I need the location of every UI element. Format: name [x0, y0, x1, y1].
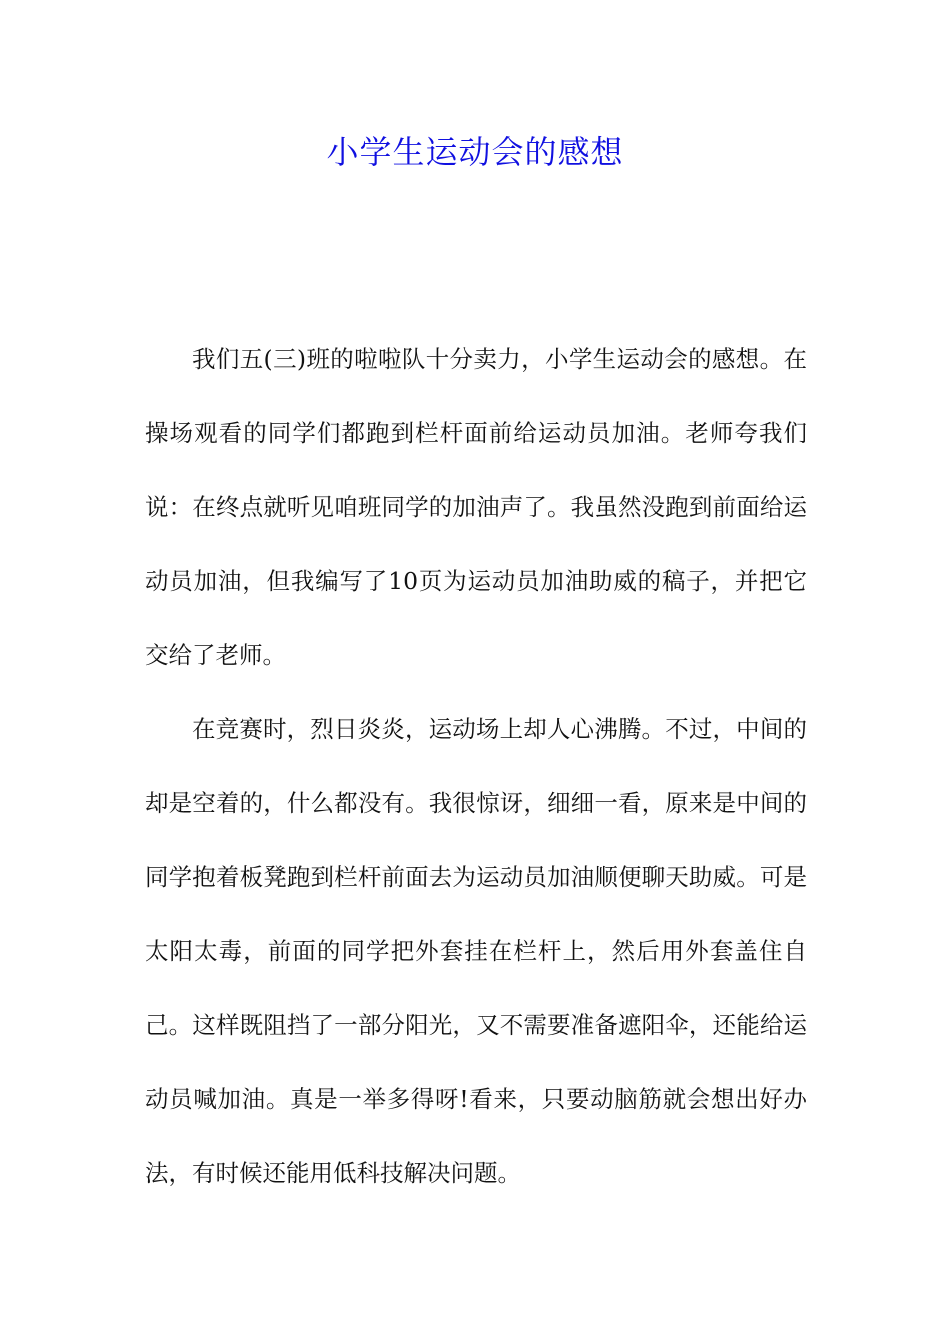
paragraph-1: 我们五(三)班的啦啦队十分卖力，小学生运动会的感想。在操场观看的同学们都跑到栏杆面前给运动员加油。老师夸我们说：在终点就听见咱班同学的加油声了。我虽然没跑到前面给运动员加油，但我编写了10页为运动员加油助威的稿子，并把它交给了老师。 [145, 345, 807, 669]
paragraph-2: 在竞赛时，烈日炎炎，运动场上却人心沸腾。不过，中间的却是空着的，什么都没有。我很惊讶，细细一看，原来是中间的同学抱着板凳跑到栏杆前面去为运动员加油顺便聊天助威。可是太阳太毒，前面的同学把外套挂在栏杆上，然后用外套盖住自己。这样既阻挡了一部分阳光，又不需要准备遮阳伞，还能给运动员喊加油。真是一举多得呀!看来，只要动脑筋就会想出好办法，有时候还能用低科技解决问题。 [145, 715, 807, 1187]
document-title: 小学生运动会的感想 [326, 133, 624, 171]
document-body [145, 322, 807, 1210]
